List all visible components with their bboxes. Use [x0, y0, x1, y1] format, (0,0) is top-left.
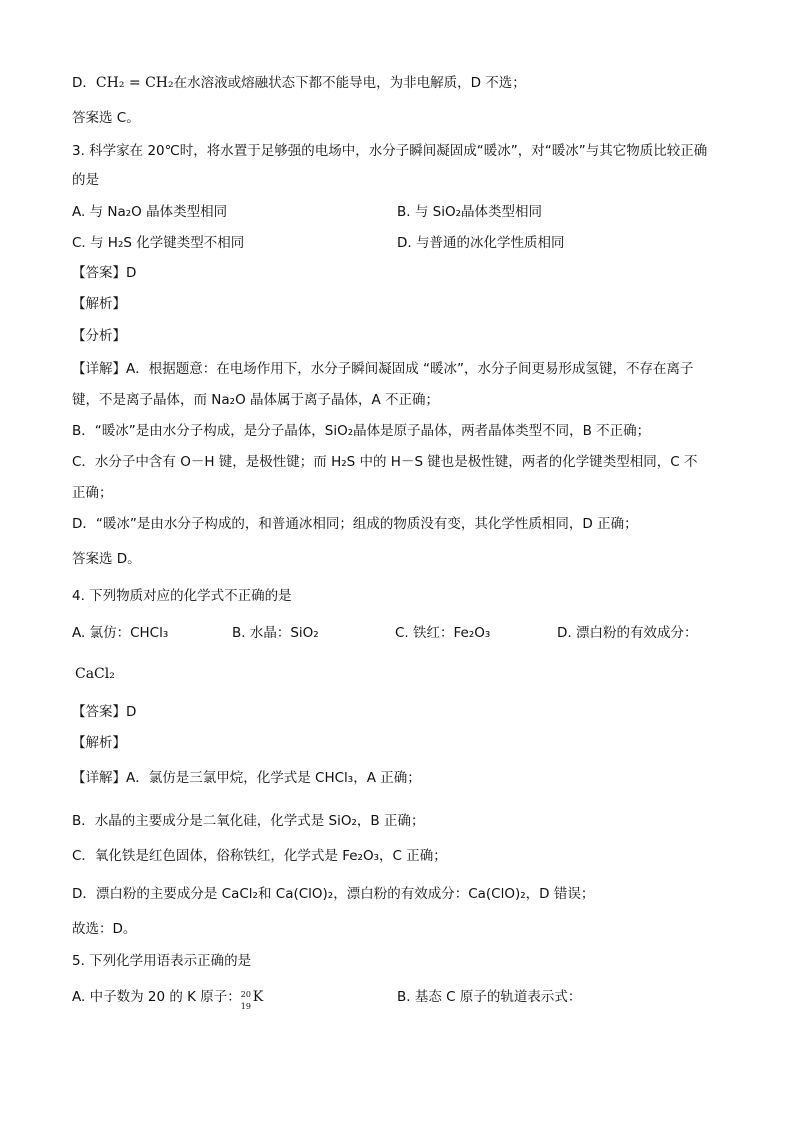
q3-detail-1: 【详解】A．根据题意：在电场作用下，水分子瞬间凝固成 “暖冰”，水分子间更易形成氢键，不存在离子	[72, 361, 694, 377]
q3-answer-conclusion: 答案选 D。	[72, 551, 141, 567]
q4-detail-2: B．水晶的主要成分是二氧化硅，化学式是 SiO₂，B 正确；	[72, 813, 425, 829]
q4-stem: 4. 下列物质对应的化学式不正确的是	[72, 588, 292, 604]
q3-option-b: B. 与 SiO₂晶体类型相同	[397, 204, 542, 220]
q5-option-a-text: A. 中子数为 20 的 K 原子：	[72, 989, 241, 1005]
q4-answer: 【答案】D	[72, 704, 137, 720]
q4-option-b: B. 水晶：SiO₂	[232, 625, 319, 641]
prev-option-d	[72, 73, 526, 93]
q3-answer: 【答案】D	[72, 265, 137, 281]
q3-jiexi-heading: 【解析】	[72, 296, 126, 312]
q4-option-a: A. 氯仿：CHCl₃	[72, 625, 169, 641]
formula: CH₂ = CH₂	[95, 75, 174, 91]
q3-fenxi-heading: 【分析】	[72, 328, 126, 344]
q4-option-c: C. 铁红：Fe₂O₃	[395, 625, 491, 641]
q3-stem-line1: 3. 科学家在 20℃时，将水置于足够强的电场中，水分子瞬间凝固成“暖冰”，对“暖冰”与其它物质比较正确	[72, 143, 708, 159]
mass-number: 20	[240, 990, 251, 999]
q3-detail-3: B．“暖冰”是由水分子构成，是分子晶体，SiO₂晶体是原子晶体，两者晶体类型不同，B 不正确；	[72, 423, 651, 439]
q4-option-d: D. 漂白粉的有效成分：	[557, 625, 698, 641]
q3-option-c: C. 与 H₂S 化学键类型不相同	[72, 235, 245, 251]
option-text: 在水溶液或熔融状态下都不能导电，为非电解质，D 不选；	[173, 75, 526, 91]
q4-jiexi-heading: 【解析】	[72, 735, 126, 751]
q4-detail-4: D．漂白粉的主要成分是 CaCl₂和 Ca(ClO)₂，漂白粉的有效成分：Ca(ClO)₂，D 错误；	[72, 886, 595, 902]
q3-option-d: D. 与普通的冰化学性质相同	[397, 235, 565, 251]
q3-stem-line2: 的是	[72, 172, 99, 188]
q3-detail-5: 正确；	[72, 485, 113, 501]
prev-answer: 答案选 C。	[72, 110, 140, 126]
q3-detail-2: 键，不是离子晶体，而 Na₂O 晶体属于离子晶体，A 不正确；	[72, 392, 440, 408]
q3-detail-4: C．水分子中含有 O－H 键，是极性键；而 H₂S 中的 H－S 键也是极性键，两者的化学键类型相同，C 不	[72, 454, 698, 470]
option-label: D．	[72, 75, 96, 91]
element-symbol: K	[252, 989, 264, 1005]
q3-detail-6: D．“暖冰”是由水分子构成的，和普通冰相同；组成的物质没有变，其化学性质相同，D 正确；	[72, 516, 638, 532]
isotope-notation	[240, 987, 253, 1011]
q4-option-d-formula: CaCl₂	[75, 666, 115, 682]
atomic-number: 19	[240, 1002, 251, 1011]
q4-conclusion: 故选：D。	[72, 921, 137, 937]
q5-option-b: B. 基态 C 原子的轨道表示式：	[397, 989, 582, 1005]
q3-option-a: A. 与 Na₂O 晶体类型相同	[72, 204, 228, 220]
q5-option-a	[72, 987, 264, 1011]
q4-detail-1: 【详解】A．氯仿是三氯甲烷，化学式是 CHCl₃，A 正确；	[72, 770, 421, 786]
q5-stem: 5. 下列化学用语表示正确的是	[72, 953, 252, 969]
q4-detail-3: C．氧化铁是红色固体，俗称铁红，化学式是 Fe₂O₃，C 正确；	[72, 848, 447, 864]
